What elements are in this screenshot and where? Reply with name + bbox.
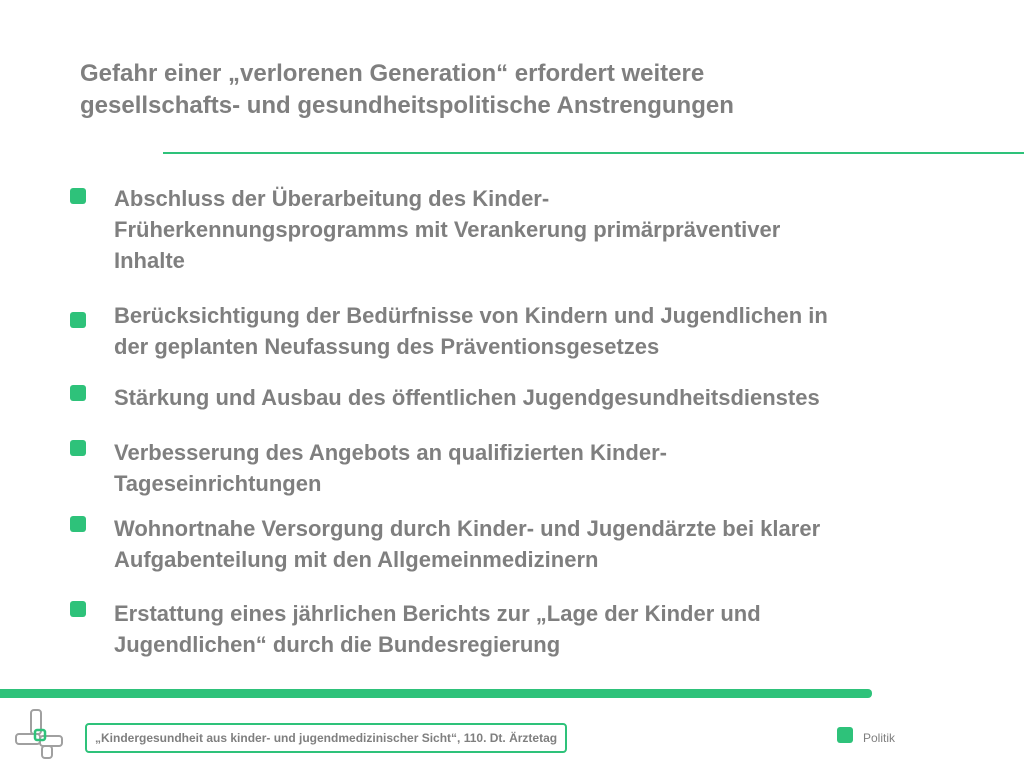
slide-title-line-2: gesellschafts- und gesundheitspolitische Anstrengungen — [80, 92, 734, 119]
bullet-3-line-1: Stärkung und Ausbau des öffentlichen Jugendgesundheitsdienstes — [114, 385, 820, 410]
interlocking-squares-logo-icon — [14, 708, 66, 760]
bullet-text-5 — [114, 513, 954, 575]
green-square-bullet-icon — [70, 188, 86, 204]
bullet-6-line-1: Erstattung eines jährlichen Berichts zur „Lage der Kinder und — [114, 601, 761, 626]
bullet-6-line-2: Jugendlichen“ durch die Bundesregierung — [114, 632, 561, 657]
bullet-text-4 — [114, 437, 954, 499]
bullet-text-1 — [114, 183, 954, 276]
green-square-bullet-icon — [70, 601, 86, 617]
footer-divider-bar — [0, 689, 872, 698]
bullet-1-line-2: Früherkennungsprogramms mit Verankerung primärpräventiver — [114, 217, 781, 242]
bullet-2-line-1: Berücksichtigung der Bedürfnisse von Kindern und Jugendlichen in — [114, 303, 828, 328]
section-label: Politik — [863, 731, 896, 745]
bullet-text-2 — [114, 300, 954, 362]
bullet-text-3 — [114, 382, 954, 413]
bullet-2-line-2: der geplanten Neufassung des Präventionsgesetzes — [114, 334, 660, 359]
event-label: „Kindergesundheit aus kinder- und jugendmedizinischer Sicht“, 110. Dt. Ärztetag — [95, 731, 558, 745]
bullet-1-line-1: Abschluss der Überarbeitung des Kinder- — [114, 186, 550, 211]
green-square-section-icon — [837, 727, 853, 743]
event-label-box — [85, 723, 567, 753]
bullet-5-line-1: Wohnortnahe Versorgung durch Kinder- und Jugendärzte bei klarer — [114, 516, 821, 541]
slide-title — [80, 58, 980, 122]
green-square-bullet-icon — [70, 440, 86, 456]
title-divider — [163, 152, 1024, 154]
green-square-bullet-icon — [70, 385, 86, 401]
bullet-5-line-2: Aufgabenteilung mit den Allgemeinmedizinern — [114, 547, 599, 572]
green-square-bullet-icon — [70, 516, 86, 532]
green-square-bullet-icon — [70, 312, 86, 328]
bullet-4-line-2: Tageseinrichtungen — [114, 471, 322, 496]
slide-title-line-1: Gefahr einer „verlorenen Generation“ erfordert weitere — [80, 60, 705, 87]
bullet-4-line-1: Verbesserung des Angebots an qualifizierten Kinder- — [114, 440, 667, 465]
bullet-text-6 — [114, 598, 954, 660]
bullet-1-line-3: Inhalte — [114, 248, 185, 273]
